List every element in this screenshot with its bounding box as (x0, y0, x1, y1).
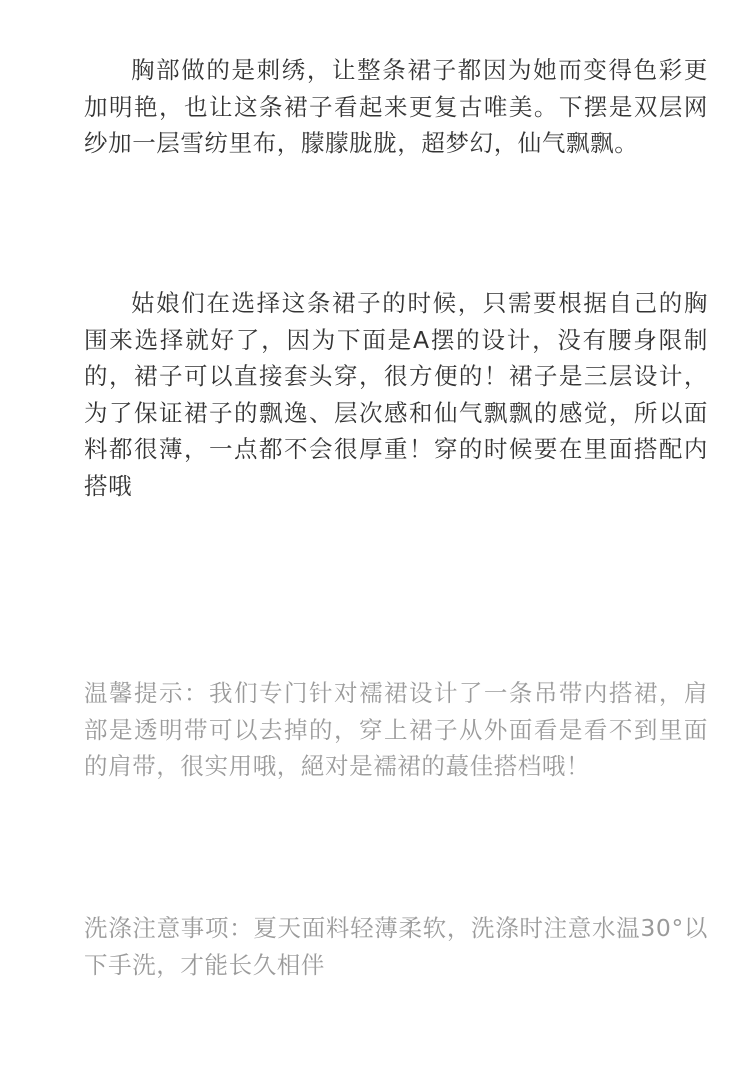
description-paragraph-embroidery: 胸部做的是刺绣，让整条裙子都因为她而变得色彩更加明艳，也让这条裙子看起来更复古唯美。下摆是双层网纱加一层雪纺里布，朦朦胧胧，超梦幻，仙气飘飘。 (84, 56, 708, 157)
tip-paragraph: 温馨提示：我们专门针对襦裙设计了一条吊带内搭裙，肩部是透明带可以去掉的，穿上裙子从外面看是看不到里面的肩带，很实用哦，絕对是襦裙的蕞佳搭档哦！ (84, 679, 708, 780)
washing-note-paragraph: 洗涤注意事项：夏天面料轻薄柔软，洗涤时注意水温30°以下手洗，才能长久相伴 (84, 914, 708, 979)
description-paragraph-sizing: 姑娘们在选择这条裙子的时候，只需要根据自己的胸围来选择就好了，因为下面是A摆的设计，没有腰身限制的，裙子可以直接套头穿，很方便的！裙子是三层设计，为了保证裙子的飘逸、层次感和仙气飘飘的感觉，所以面料都很薄，一点都不会很厚重！穿的时候要在里面搭配内搭哦 (84, 289, 708, 500)
